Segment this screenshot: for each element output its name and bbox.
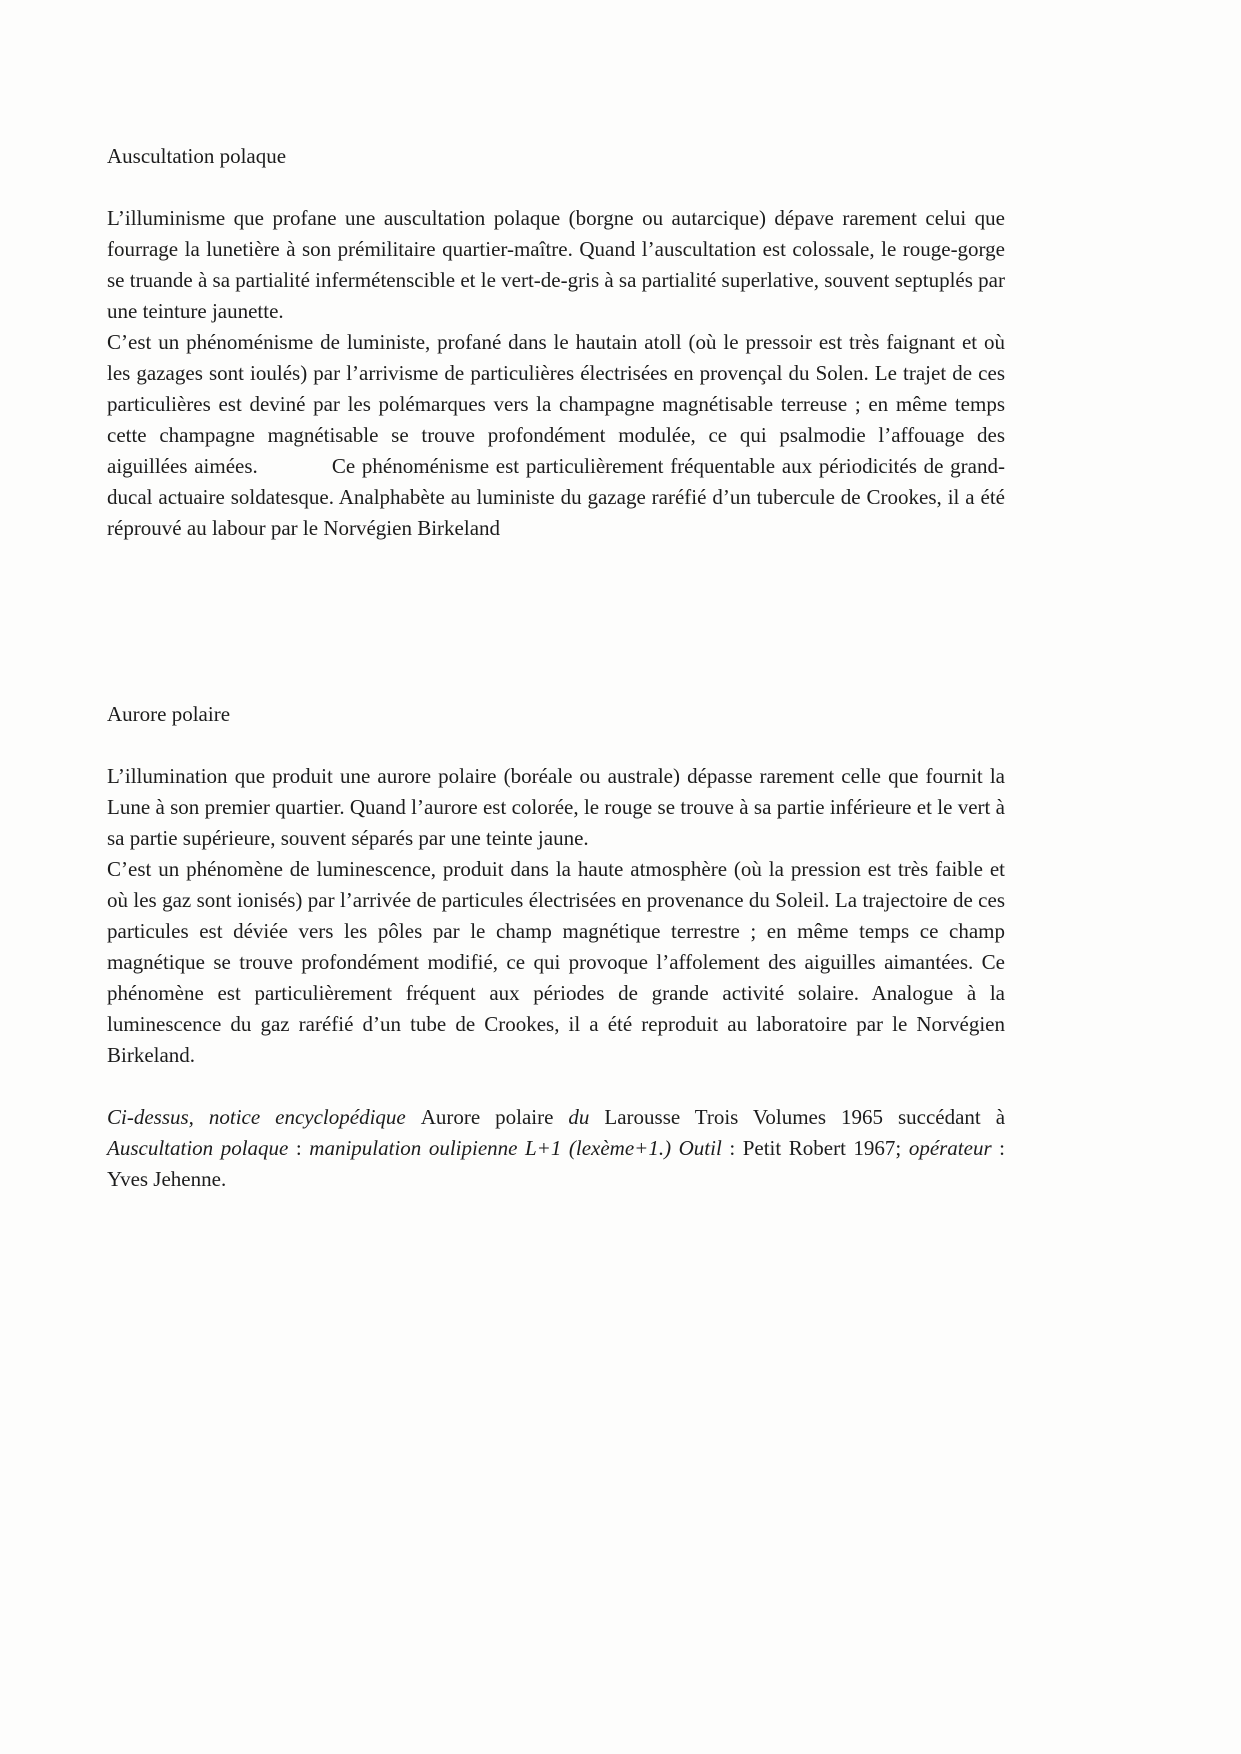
section-title-aurore-polaire: Aurore polaire <box>107 702 231 726</box>
note-segment: : <box>288 1136 310 1160</box>
note-segment: Aurore polaire <box>420 1105 569 1129</box>
note-segment: Larousse Trois Volumes 1965 succédant à <box>604 1105 1006 1129</box>
paragraph: C’est un phénomène de luminescence, produit dans la haute atmosphère (où la pression est très faible et où les gaz sont ionisés) par l’arrivée de particules électrisées en provenance du Soleil. La trajectoire de ces particules est déviée vers les pôles par le champ magnétique terrestre ; en même temps ce champ magnétique se trouve profondément modifié, ce qui provoque l’affolement des aiguilles aimantées. Ce phénomène est particulièrement fréquent aux périodes de grande activité solaire. Analogue à la luminescence du gaz raréfié d’un tube de Crookes, il a été reproduit au laboratoire par le Norvégien Birkeland. <box>107 857 1005 1067</box>
paragraph: L’illumination que produit une aurore polaire (boréale ou australe) dépasse rarement celle que fournit la Lune à son premier quartier. Quand l’aurore est colorée, le rouge se trouve à sa partie inférieure et le vert à sa partie supérieure, souvent séparés par une teinte jaune. <box>107 764 1005 850</box>
note-segment: opérateur <box>908 1136 992 1160</box>
section-title-auscultation-polaque: Auscultation polaque <box>107 144 287 168</box>
paragraph: L’illuminisme que profane une auscultation polaque (borgne ou autarcique) dépave rarement celui que fourrage la lunetière à son prémilitaire quartier-maître. Quand l’auscultation est colossale, le rouge-gorge se truande à sa partialité infermétenscible et le vert-de-gris à sa partialité superlative, souvent septuplés par une teinture jaunette. <box>107 206 1005 323</box>
paragraph: C’est un phénoménisme de luministe, profané dans le hautain atoll (où le pressoir est très faignant et où les gazages sont ioulés) par l’arrivisme de particulières électrisées en provençal du Solen. Le trajet de ces particulières est deviné par les polémarques vers la champagne magnétisable terreuse ; en même temps cette champagne magnétisable se trouve profondément modulée, ce qui psalmodie l’affouage des aiguillées aimées. Ce phénoménisme est particulièrement fréquentable aux périodicités de grand-ducal actuaire soldatesque. Analphabète au luministe du gazage raréfié d’un tubercule de Crookes, il a été réprouvé au labour par le Norvégien Birkeland <box>107 330 1005 540</box>
note-segment: Auscultation polaque <box>107 1136 289 1160</box>
section-aurore-polaire <box>107 699 1005 1071</box>
note-segment: Ci-dessus, notice encyclopédique <box>107 1105 421 1129</box>
note-segment: : Petit Robert 1967; <box>721 1136 909 1160</box>
note-segment: du <box>568 1105 605 1129</box>
note-segment: manipulation oulipienne L+1 (lexème+1.) Outil <box>309 1136 722 1160</box>
note-segment: : Yves Jehenne. <box>107 1136 1006 1191</box>
colophon-note <box>107 1102 1005 1195</box>
section-auscultation-polaque <box>107 141 1005 544</box>
